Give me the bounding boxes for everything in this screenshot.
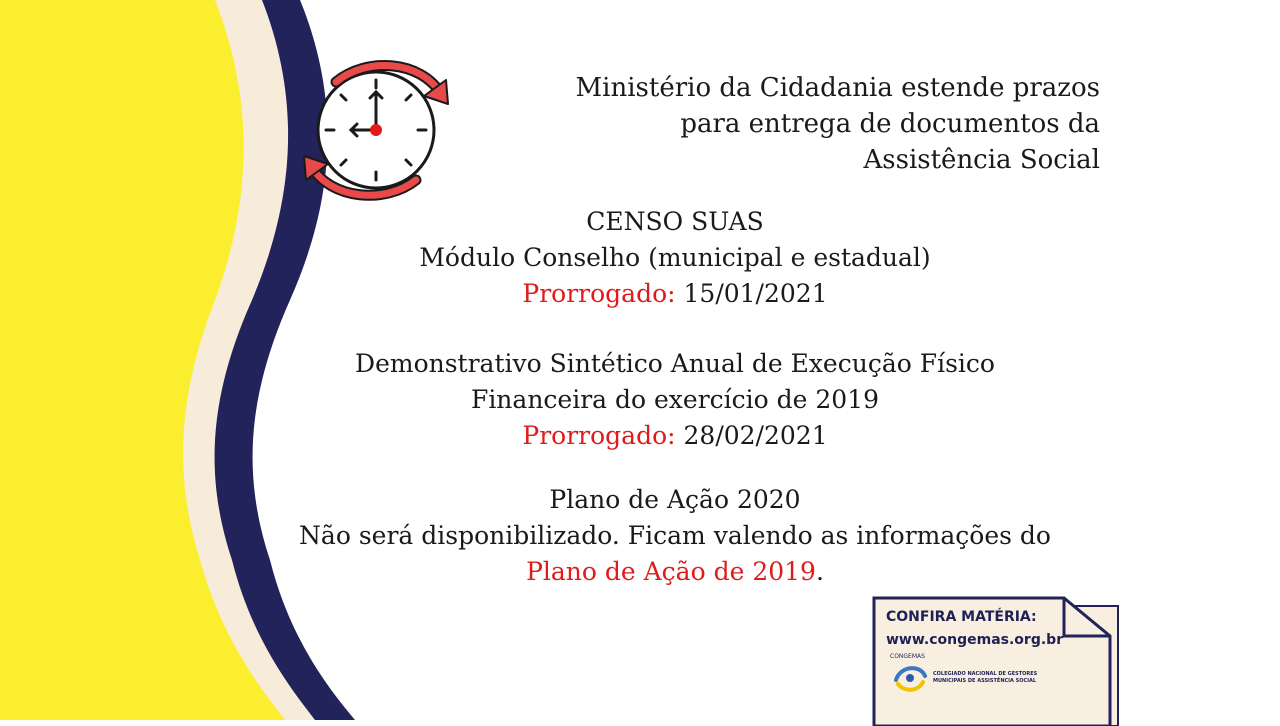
note-url[interactable]: www.congemas.org.br	[886, 632, 1064, 648]
censo-deadline	[290, 276, 1060, 312]
demonstrativo-line-1: Demonstrativo Sintético Anual de Execução Físico	[355, 349, 995, 378]
censo-suas-block	[290, 204, 1060, 312]
plano-period: .	[815, 557, 824, 586]
logo-arc-text: CONGEMAS	[890, 653, 925, 660]
censo-title: CENSO SUAS	[586, 207, 764, 236]
headline-line-3: Assistência Social	[863, 145, 1100, 175]
censo-status-label: Prorrogado:	[522, 279, 676, 308]
note-line-1: CONFIRA MATÉRIA:	[886, 609, 1037, 625]
logo-text-line-2: MUNICIPAIS DE ASSISTÊNCIA SOCIAL	[933, 678, 1037, 684]
headline-line-1: Ministério da Cidadania estende prazos	[575, 73, 1100, 103]
demonstrativo-status-label: Prorrogado:	[522, 421, 676, 450]
plano-acao-block	[290, 482, 1060, 590]
demonstrativo-date: 28/02/2021	[683, 421, 828, 450]
logo-text-line-1: COLEGIADO NACIONAL DE GESTORES	[933, 671, 1038, 677]
censo-date: 15/01/2021	[683, 279, 828, 308]
plano-line-1: Não será disponibilizado. Ficam valendo as informações do	[299, 521, 1051, 550]
censo-subtitle: Módulo Conselho (municipal e estadual)	[419, 243, 931, 272]
plano-link-text: Plano de Ação de 2019	[526, 557, 816, 586]
headline	[540, 70, 1100, 178]
congemas-logo-icon	[892, 658, 928, 694]
logo-text	[933, 671, 1037, 685]
clock-refresh-icon	[296, 52, 456, 212]
note-text	[886, 606, 1063, 652]
headline-line-2: para entrega de documentos da	[680, 109, 1100, 139]
demonstrativo-line-2: Financeira do exercício de 2019	[470, 385, 880, 414]
demonstrativo-block	[290, 346, 1060, 454]
demonstrativo-deadline	[290, 418, 1060, 454]
plano-line-2	[290, 554, 1060, 590]
plano-title: Plano de Ação 2020	[549, 485, 801, 514]
